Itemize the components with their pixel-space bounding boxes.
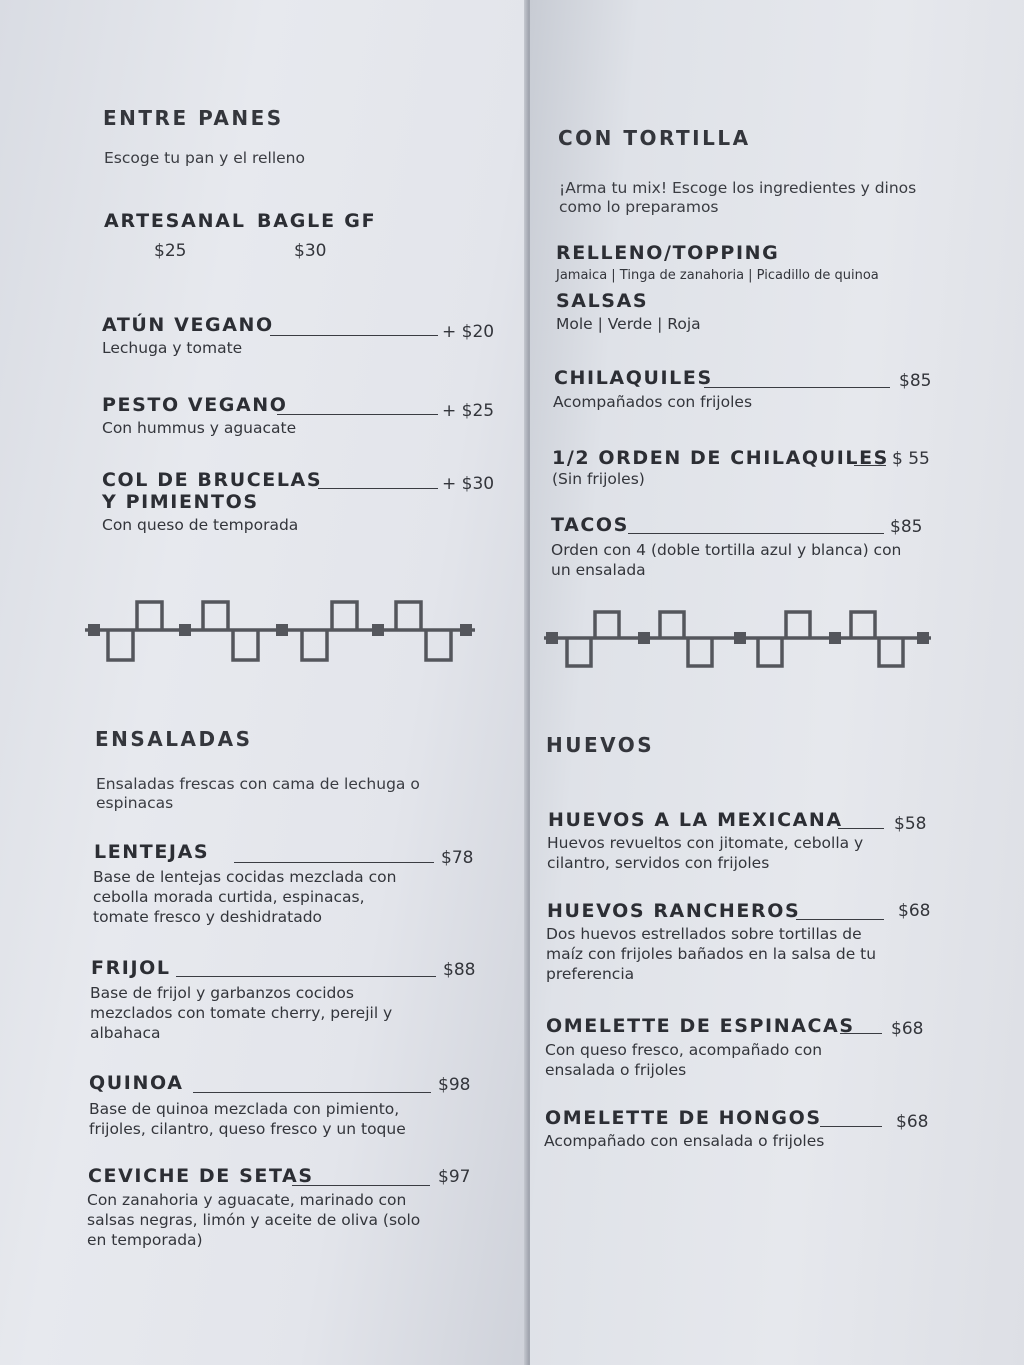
menu-item-name: ATÚN VEGANO (102, 314, 274, 336)
menu-item-price: $68 (898, 901, 931, 921)
price-leader-line (292, 1185, 430, 1186)
menu-item-description: Con queso de temporada (102, 516, 299, 534)
bread-option-price: $25 (154, 241, 187, 261)
salsas-options: Mole | Verde | Roja (556, 315, 701, 333)
menu-item-description: Orden con 4 (doble tortilla azul y blanca) con un ensalada (551, 541, 902, 579)
menu-item-description: Dos huevos estrellados sobre tortillas de maíz con frijoles bañados en la salsa de tu preferencia (546, 925, 877, 983)
price-leader-line (176, 976, 436, 977)
menu-item-name-continued: Y PIMIENTOS (102, 491, 259, 513)
greek-key-ornament (80, 598, 480, 664)
price-leader-line (277, 414, 438, 415)
menu-item-price: + $20 (442, 322, 495, 342)
menu-item-description: Acompañado con ensalada o frijoles (544, 1132, 825, 1150)
section-title-ensaladas: ENSALADAS (95, 727, 253, 751)
relleno-title: RELLENO/TOPPING (556, 242, 780, 264)
menu-item-description: Huevos revueltos con jitomate, cebolla y cilantro, servidos con frijoles (547, 834, 864, 872)
section-title-huevos: HUEVOS (546, 733, 655, 757)
price-leader-line (704, 387, 890, 388)
menu-item-name: LENTEJAS (94, 841, 210, 863)
menu-item-name: FRIJOL (91, 957, 171, 979)
price-leader-line (234, 862, 434, 863)
bread-option-price: $30 (294, 241, 327, 261)
menu-item-name: OMELETTE DE ESPINACAS (546, 1015, 855, 1037)
section-title-con-tortilla: CON TORTILLA (558, 126, 751, 150)
section-title-entre-panes: ENTRE PANES (103, 106, 284, 130)
menu-item-description: Base de frijol y garbanzos cocidos mezclados con tomate cherry, perejil y albahaca (90, 984, 393, 1042)
greek-key-ornament (540, 608, 935, 670)
menu-item-price: $85 (899, 371, 932, 391)
price-leader-line (318, 488, 438, 489)
bread-option-name: BAGLE GF (257, 210, 377, 232)
price-leader-line (628, 533, 884, 534)
menu-item-name: TACOS (551, 514, 629, 536)
menu-item-price: $98 (438, 1075, 471, 1095)
price-leader-line (796, 919, 884, 920)
menu-item-name: HUEVOS RANCHEROS (547, 900, 801, 922)
price-leader-line (838, 828, 884, 829)
menu-item-description: Con hummus y aguacate (102, 419, 297, 437)
menu-item-description: Lechuga y tomate (102, 339, 243, 357)
section-intro-ensaladas: Ensaladas frescas con cama de lechuga o espinacas (96, 775, 420, 812)
menu-item-price: $58 (894, 814, 927, 834)
menu-item-name: OMELETTE DE HONGOS (545, 1107, 822, 1129)
price-leader-line (193, 1092, 431, 1093)
price-leader-line (854, 465, 886, 466)
salsas-title: SALSAS (556, 290, 649, 312)
menu-item-name: CEVICHE DE SETAS (88, 1165, 314, 1187)
menu-page-right (530, 0, 1024, 1365)
price-leader-line (820, 1126, 882, 1127)
relleno-options: Jamaica | Tinga de zanahoria | Picadillo de quinoa (556, 268, 879, 283)
menu-item-description: Con queso fresco, acompañado con ensalada o frijoles (545, 1041, 823, 1079)
menu-item-description: Con zanahoria y aguacate, marinado con salsas negras, limón y aceite de oliva (solo en temporada) (87, 1191, 421, 1249)
price-leader-line (840, 1033, 882, 1034)
menu-item-description: Base de quinoa mezclada con pimiento, frijoles, cilantro, queso fresco y un toque (89, 1100, 406, 1138)
menu-item-description: Acompañados con frijoles (553, 393, 753, 411)
menu-item-price: + $25 (442, 401, 495, 421)
menu-item-price: $88 (443, 960, 476, 980)
menu-item-price: $68 (891, 1019, 924, 1039)
menu-item-price: $97 (438, 1167, 471, 1187)
price-leader-line (270, 335, 438, 336)
menu-item-description: (Sin frijoles) (552, 470, 645, 488)
menu-item-name: 1/2 ORDEN DE CHILAQUILES (552, 447, 889, 469)
menu-item-price: $ 55 (892, 449, 930, 469)
section-intro-entre-panes: Escoge tu pan y el relleno (104, 149, 305, 167)
menu-item-name: PESTO VEGANO (102, 394, 288, 416)
menu-item-name: COL DE BRUCELAS (102, 469, 323, 491)
menu-item-price: $85 (890, 517, 923, 537)
menu-item-name: QUINOA (89, 1072, 184, 1094)
bread-option-name: ARTESANAL (104, 210, 246, 232)
menu-item-name: HUEVOS A LA MEXICANA (548, 809, 843, 831)
menu-item-price: + $30 (442, 474, 495, 494)
menu-item-price: $78 (441, 848, 474, 868)
section-intro-con-tortilla: ¡Arma tu mix! Escoge los ingredientes y dinos como lo preparamos (559, 179, 917, 216)
menu-item-name: CHILAQUILES (554, 367, 713, 389)
menu-item-price: $68 (896, 1112, 929, 1132)
menu-item-description: Base de lentejas cocidas mezclada con cebolla morada curtida, espinacas, tomate fresco y deshidratado (93, 868, 397, 926)
